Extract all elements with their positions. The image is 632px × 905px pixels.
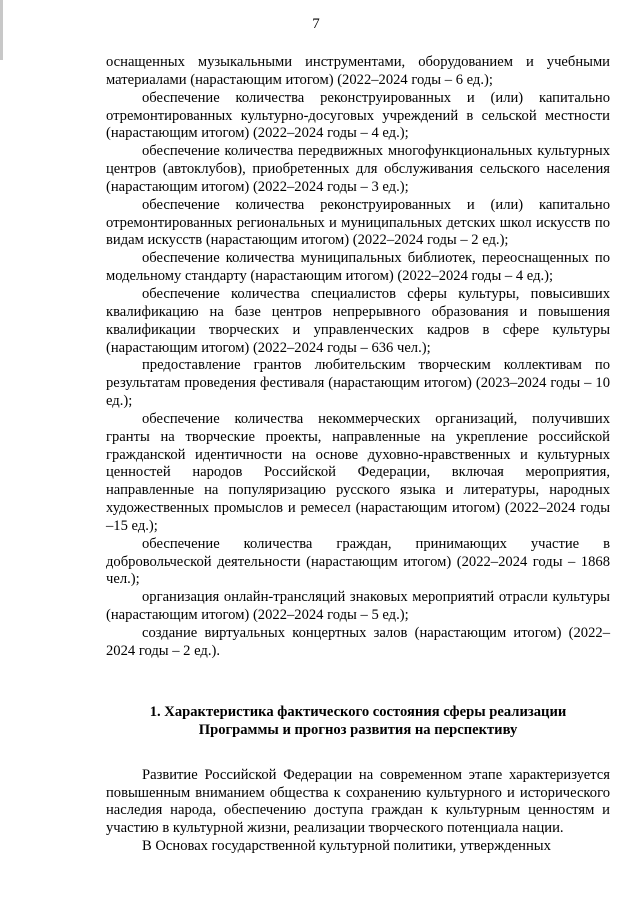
- list-item: создание виртуальных концертных залов (нарастающим итогом) (2022–2024 годы – 2 ед.).: [106, 625, 610, 659]
- list-item: предоставление грантов любительским творческим коллективам по результатам проведения фестиваля (нарастающим итогом) (2023–2024 годы – 10 ед.);: [106, 357, 610, 410]
- list-item: оснащенных музыкальными инструментами, оборудованием и учебными материалами (нарастающим итогом) (2022–2024 годы – 6 ед.);: [106, 54, 610, 88]
- section-heading-line-2: Программы и прогноз развития на перспективу: [198, 721, 518, 738]
- section-heading-line-1: 1. Характеристика фактического состояния сферы реализации: [149, 703, 567, 720]
- section-spacer: [106, 661, 610, 703]
- list-item: обеспечение количества реконструированных и (или) капитально отремонтированных культурно-досуговых учреждений в сельской местности (нарастающим итогом) (2022–2024 годы – 4 ед.);: [106, 89, 610, 142]
- list-item: обеспечение количества муниципальных библиотек, переоснащенных по модельному стандарту (нарастающим итогом) (2022–2024 годы – 4 ед.);: [106, 250, 610, 285]
- list-item: обеспечение количества передвижных многофункциональных культурных центров (автоклубов), приобретенных для обслуживания сельского населения (нарастающим итогом) (2022–2024 годы – 3 ед.);: [106, 143, 610, 195]
- list-item: обеспечение количества специалистов сферы культуры, повысивших квалификацию на базе центров непрерывного образования и повышения квалификации творческих и управленческих кадров в сфере культуры (нарастающим итогом) (2022–2024 годы – 636 чел.);: [106, 285, 610, 356]
- section-paragraph: Развитие Российской Федерации на современном этапе характеризуется повышенным вниманием общества к сохранению культурного и исторического наследия народа, обеспечению доступа граждан к культурным ценностям и участию в культурной жизни, реализации творческого потенциала нации.: [106, 766, 610, 837]
- page-number: 7: [312, 16, 320, 32]
- list-item: организация онлайн-трансляций знаковых мероприятий отрасли культуры (нарастающим итогом) (2022–2024 годы – 5 ед.);: [106, 589, 610, 624]
- section-paragraph: В Основах государственной культурной политики, утвержденных: [142, 838, 551, 855]
- list-item: обеспечение количества некоммерческих организаций, получивших гранты на творческие проекты, направленные на укрепление российской гражданской идентичности на основе духовно-нравственных и культурных ценностей народов Российской Федерации, включая мероприятия, направленные на популяризацию русского языка и литературы, народных художественных промыслов и ремесел (нарастающим итогом) (2022–2024 годы –15 ед.);: [106, 410, 610, 534]
- list-item: обеспечение количества граждан, принимающих участие в добровольческой деятельности (нарастающим итогом) (2022–2024 годы – 1868 чел.);: [106, 535, 610, 588]
- document-body: [106, 54, 610, 856]
- heading-spacer: [106, 739, 610, 767]
- list-item: обеспечение количества реконструированных и (или) капитально отремонтированных региональных и муниципальных детских школ искусств по видам искусств (нарастающим итогом) (2022–2024 годы – 2 ед.);: [106, 196, 610, 249]
